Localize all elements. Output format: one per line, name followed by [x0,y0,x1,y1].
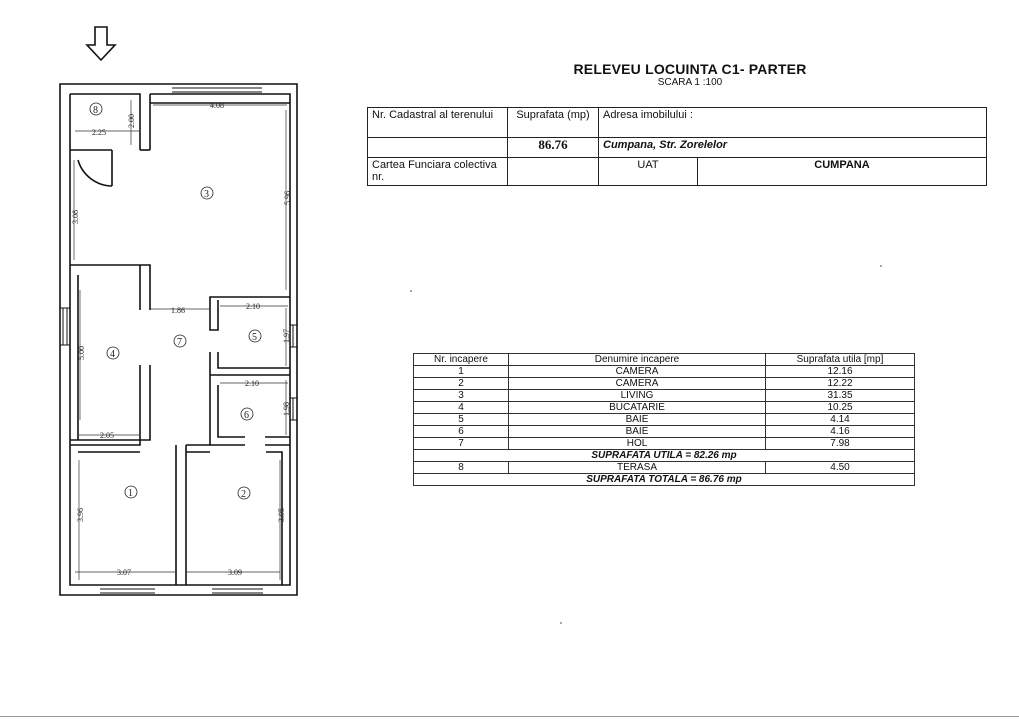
window [290,398,297,420]
cell: 4.16 [766,426,915,438]
cell: 5 [414,414,509,426]
floor-plan [0,0,330,610]
cell: 12.16 [766,366,915,378]
cell: 4 [414,402,509,414]
table-row [414,426,915,438]
window [290,325,297,347]
dim-room2-width: 3.09 [228,568,242,577]
total-text: SUPRAFATA TOTALA = 86.76 mp [414,474,915,486]
dim-bath5-width: 2.10 [246,302,260,311]
document-title: RELEVEU LOCUINTA C1- PARTER [573,61,807,77]
dim-room2-height: 3.95 [277,508,286,522]
dim-living-height: 5.96 [283,191,292,205]
dim-bath6-height: 1.98 [282,402,291,416]
dim-kitchen-width: 2.05 [100,431,114,440]
scan-edge-line [0,716,1019,717]
dim-terrace-height: 2.00 [127,114,136,128]
window [172,84,262,92]
table-row [414,366,915,378]
cell: BUCATARIE [509,402,766,414]
address-label: Adresa imobilului : [599,108,987,138]
scan-speck [880,265,882,267]
cell: LIVING [509,390,766,402]
partition-living [70,265,150,310]
uat-value: CUMPANA [698,158,987,186]
dim-left-upper: 3.08 [71,210,80,224]
bedroom-walls [70,440,210,585]
room-number-6: 6 [244,410,249,421]
subtotal-row [414,450,915,462]
room-number-1: 1 [128,488,133,499]
entrance-arrow-icon [87,27,115,60]
scan-speck [560,622,562,624]
table-row [414,378,915,390]
address-value: Cumpana, Str. Zorelelor [599,138,987,158]
col-header-area: Suprafata utila [mp] [766,354,915,366]
table-row [414,462,915,474]
cell: 2 [414,378,509,390]
cell: 3 [414,390,509,402]
total-row [414,474,915,486]
dim-hall-width: 1.86 [171,306,185,315]
rooms-table [413,353,915,486]
area-label: Suprafata (mp) [508,108,599,138]
room-number-2: 2 [241,489,246,500]
cell: 12.22 [766,378,915,390]
bath-walls [210,352,290,445]
property-info-table [367,107,987,186]
cell: 1 [414,366,509,378]
cell: BAIE [509,414,766,426]
cell: 8 [414,462,509,474]
dim-bath6-width: 2.10 [245,379,259,388]
cell: BAIE [509,426,766,438]
cadastral-label: Nr. Cadastral al terenului [368,108,508,138]
col-header-name: Denumire incapere [509,354,766,366]
subtotal-text: SUPRAFATA UTILA = 82.26 mp [414,450,915,462]
document-scale: SCARA 1 :100 [657,77,723,88]
dim-bath5-height: 1.97 [282,329,291,343]
cell: CAMERA [509,366,766,378]
window [100,585,155,593]
col-header-nr: Nr. incapere [414,354,509,366]
scan-speck [410,290,412,292]
table-row [414,390,915,402]
cell: 7.98 [766,438,915,450]
window [212,585,263,593]
room-number-5: 5 [252,332,257,343]
cell: HOL [509,438,766,450]
cell: CAMERA [509,378,766,390]
cell: 4.50 [766,462,915,474]
cell: 10.25 [766,402,915,414]
dim-kitchen-height: 5.00 [77,346,86,360]
window [60,308,70,345]
dim-living-width: 4.08 [210,101,224,110]
room-number-7: 7 [177,337,182,348]
dim-room1-width: 3.07 [117,568,131,577]
uat-label: UAT [599,158,698,186]
cell: 6 [414,426,509,438]
room-number-8: 8 [93,105,98,116]
dim-terrace-width: 2.25 [92,128,106,137]
area-value: 86.76 [508,138,599,158]
room-number-3: 3 [204,189,209,200]
cell: TERASA [509,462,766,474]
carte-funciara-label: Cartea Funciara colectiva nr. [368,158,508,186]
cell: 4.14 [766,414,915,426]
cell: 31.35 [766,390,915,402]
cell: 7 [414,438,509,450]
table-row [414,402,915,414]
room-number-4: 4 [110,349,115,360]
table-row [414,438,915,450]
entrance-door [78,150,112,186]
dim-room1-height: 3.96 [76,508,85,522]
table-row [414,414,915,426]
